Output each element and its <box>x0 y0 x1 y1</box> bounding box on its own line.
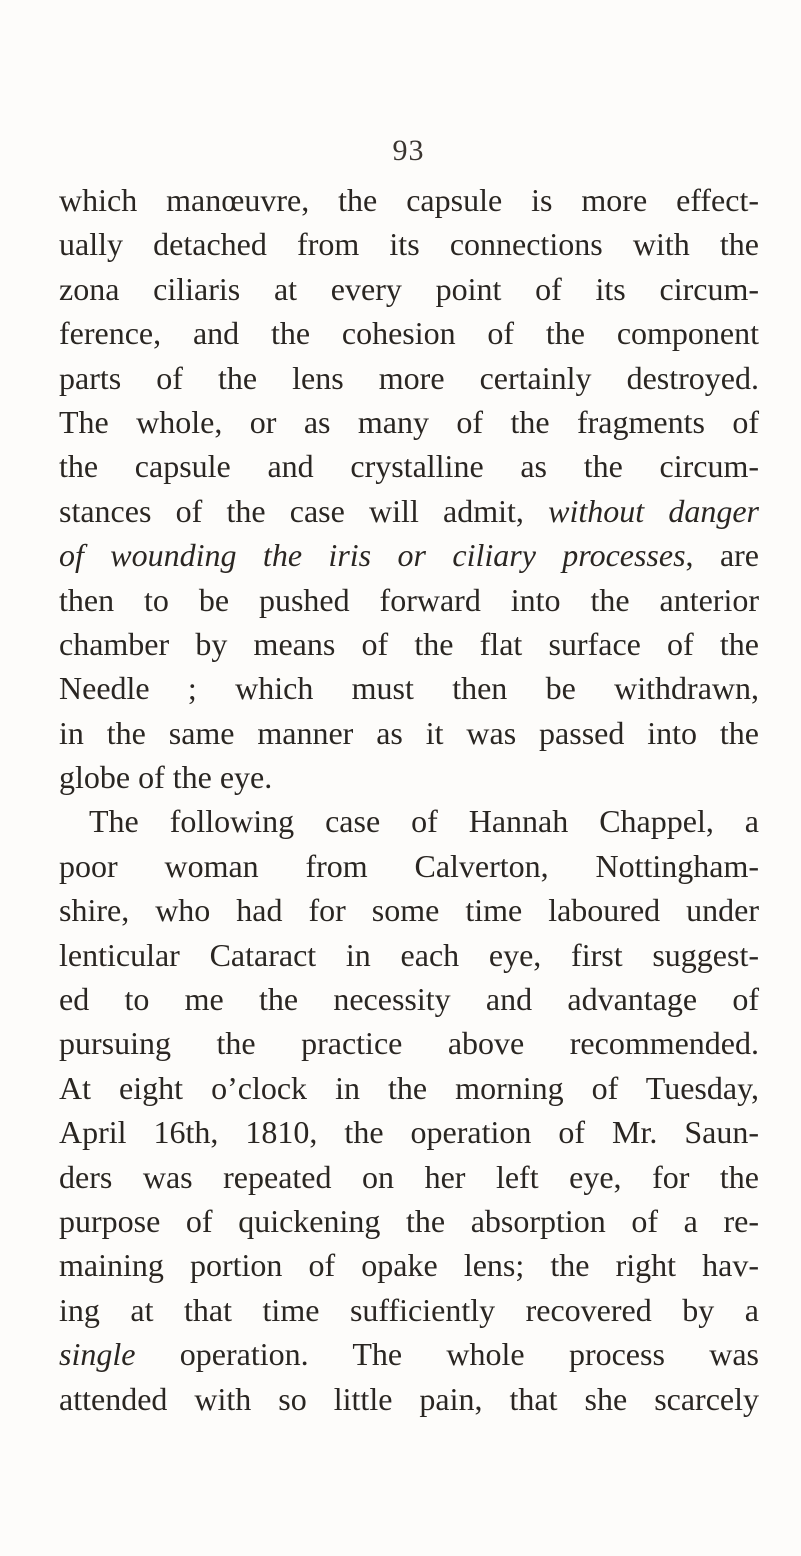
italic-text-segment: of wounding the iris or ciliary processes <box>59 537 686 574</box>
text-segment: which manœuvre, the capsule is more effect- <box>59 182 759 218</box>
text-segment: zona ciliaris at every point of its circum- <box>59 270 759 307</box>
text-line <box>59 977 759 1021</box>
text-segment: parts of the lens more certainly destroyed. <box>59 359 759 396</box>
text-line <box>59 622 759 666</box>
text-segment: the capsule and crystalline as the circum- <box>59 448 759 485</box>
body-text <box>59 178 759 1421</box>
text-line <box>59 489 759 533</box>
text-segment: operation. The whole process was <box>135 1336 759 1373</box>
page-number: 93 <box>392 134 425 167</box>
text-segment: in the same manner as it was passed into the <box>59 714 759 751</box>
text-line <box>59 578 759 622</box>
text-segment: April 16th, 1810, the operation of Mr. Saun- <box>59 1114 759 1151</box>
text-segment: The following case of Hannah Chappel, a <box>89 803 759 840</box>
text-line <box>59 1110 759 1154</box>
text-line <box>59 1243 759 1287</box>
text-segment: , are <box>685 537 760 574</box>
italic-text-segment: without danger <box>548 492 760 529</box>
text-line <box>59 711 759 755</box>
text-segment: stances of the case will admit, <box>59 492 549 529</box>
text-segment: shire, who had for some time laboured under <box>59 892 759 929</box>
text-segment: Needle ; which must then be withdrawn, <box>59 670 759 707</box>
text-segment: At eight o’clock in the morning of Tuesday, <box>59 1069 759 1106</box>
text-segment: ually detached from its connections with the <box>59 226 759 263</box>
text-segment: chamber by means of the flat surface of the <box>59 625 759 662</box>
text-segment: lenticular Cataract in each eye, first suggest- <box>59 936 759 973</box>
text-line <box>59 888 759 932</box>
text-line <box>59 933 759 977</box>
text-line <box>59 1288 759 1332</box>
text-line <box>59 533 759 577</box>
text-segment: The whole, or as many of the fragments of <box>59 403 759 440</box>
text-line <box>59 267 759 311</box>
text-line <box>59 1199 759 1243</box>
text-line <box>59 222 759 266</box>
text-segment: purpose of quickening the absorption of a re- <box>59 1202 759 1239</box>
text-line <box>59 444 759 488</box>
text-line <box>59 400 759 444</box>
text-segment: ders was repeated on her left eye, for the <box>59 1158 759 1195</box>
text-line <box>59 799 759 843</box>
text-line <box>59 1021 759 1065</box>
text-line <box>59 1155 759 1199</box>
text-segment: ference, and the cohesion of the component <box>59 315 759 352</box>
text-segment: ed to me the necessity and advantage of <box>59 981 759 1018</box>
text-segment: attended with so little pain, that she scarcely <box>59 1380 759 1417</box>
italic-text-segment: single <box>59 1336 136 1373</box>
text-line <box>59 1066 759 1110</box>
text-segment: then to be pushed forward into the anterior <box>59 581 759 618</box>
text-line <box>59 1377 759 1421</box>
text-segment: poor woman from Calverton, Nottingham- <box>59 847 759 884</box>
text-line <box>59 666 759 710</box>
text-segment: pursuing the practice above recommended. <box>59 1025 759 1062</box>
text-line <box>59 755 759 799</box>
text-line <box>59 356 759 400</box>
text-line <box>59 1332 759 1376</box>
text-segment: ing at that time sufficiently recovered by a <box>59 1291 759 1328</box>
text-segment: globe of the eye. <box>59 759 273 796</box>
text-segment: maining portion of opake lens; the right hav- <box>59 1247 759 1284</box>
text-line <box>59 844 759 888</box>
text-line <box>59 311 759 355</box>
text-line <box>59 178 759 222</box>
